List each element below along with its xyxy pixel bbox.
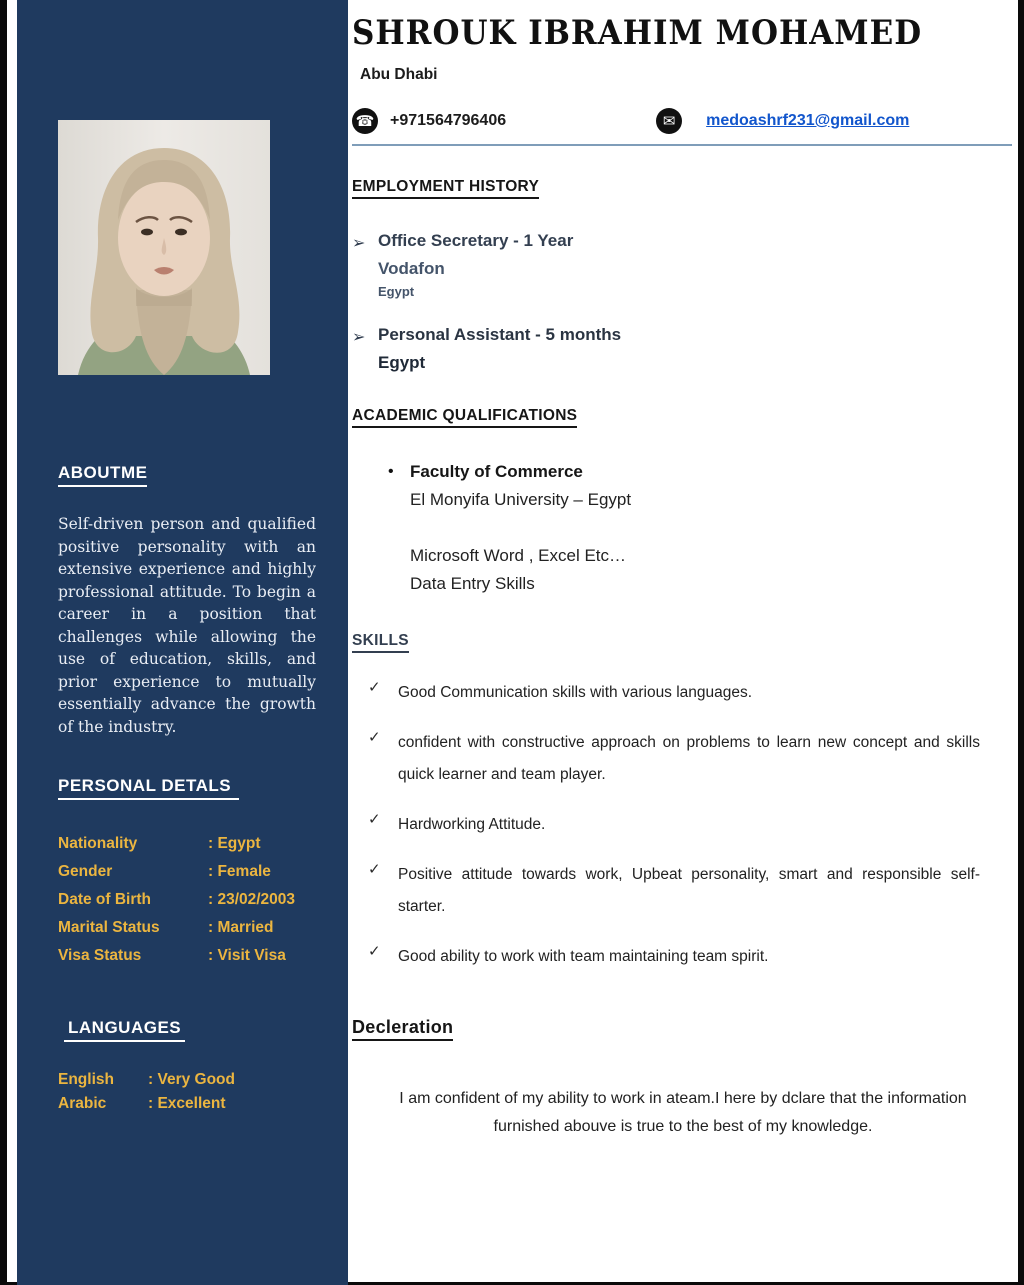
skill-text: Good ability to work with team maintaining team spirit.	[398, 948, 769, 965]
software-skills-line: Microsoft Word , Excel Etc…	[410, 546, 627, 565]
check-bullet-icon: ✓	[368, 729, 381, 746]
job-title: Personal Assistant - 5 months	[378, 325, 622, 344]
about-heading: ABOUTME	[58, 463, 147, 487]
academic-heading: ACADEMIC QUALIFICATIONS	[352, 407, 577, 428]
detail-row	[58, 914, 316, 942]
detail-row	[58, 942, 316, 970]
skill-item	[352, 677, 1014, 709]
main-column	[352, 0, 1014, 1285]
detail-row	[58, 830, 316, 858]
language-value: : Excellent	[148, 1095, 226, 1112]
language-row	[58, 1068, 316, 1092]
languages-heading: LANGUAGES	[64, 1018, 185, 1042]
job-location: Egypt	[378, 284, 415, 299]
degree-title: Faculty of Commerce	[410, 462, 583, 481]
skills-list	[352, 677, 1014, 973]
skill-item	[352, 727, 1014, 791]
personal-details-rows	[58, 830, 316, 970]
personal-details-section	[58, 776, 316, 800]
job-company: Vodafon	[378, 259, 445, 278]
language-label: English	[58, 1071, 114, 1088]
skill-text: confident with constructive approach on problems to learn new concept and skills quick learner and team player.	[398, 734, 980, 783]
detail-label: Visa Status	[58, 947, 142, 964]
header-divider	[352, 144, 1012, 146]
about-section	[58, 463, 316, 487]
email-group	[656, 108, 909, 134]
detail-label: Nationality	[58, 835, 138, 852]
declaration-text: I am confident of my ability to work in ateam.I here by dclare that the information furnished abouve is true to the best of my knowledge.	[399, 1090, 967, 1135]
skills-section	[352, 594, 1014, 653]
phone-number: +971564796406	[390, 112, 507, 129]
languages-rows	[58, 1068, 316, 1116]
check-bullet-icon: ✓	[368, 811, 381, 828]
job-location: Egypt	[378, 353, 426, 372]
profile-photo	[58, 120, 270, 375]
language-value: : Very Good	[148, 1071, 235, 1088]
detail-value: : Married	[208, 919, 274, 936]
arrow-bullet-icon: ➢	[352, 235, 366, 252]
candidate-name: SHROUK IBRAHIM MOHAMED	[352, 14, 923, 53]
university-name: El Monyifa University – Egypt	[410, 490, 632, 509]
sidebar	[17, 0, 348, 1285]
phone-icon: ☎	[352, 108, 378, 134]
detail-row	[58, 886, 316, 914]
right-black-edge	[1018, 0, 1024, 1285]
detail-row	[58, 858, 316, 886]
skill-item	[352, 941, 1014, 973]
language-row	[58, 1092, 316, 1116]
skill-item	[352, 859, 1014, 923]
portrait-illustration	[58, 120, 270, 375]
skills-heading: SKILLS	[352, 632, 409, 653]
declaration-heading: Decleration	[352, 1017, 453, 1041]
declaration-section	[352, 973, 1014, 1041]
dot-bullet-icon: •	[388, 463, 394, 480]
left-black-edge	[0, 0, 7, 1285]
employment-section	[352, 178, 1014, 199]
language-label: Arabic	[58, 1095, 107, 1112]
about-text: Self-driven person and qualified positive personality with an extensive experience and highly professional attitude. To begin a career in a position that challenges while allowing the use of education, skills, and prior experience to mutually essentially advance the growth of the industry.	[58, 515, 316, 736]
data-entry-line: Data Entry Skills	[410, 574, 535, 593]
detail-value: : Egypt	[208, 835, 261, 852]
job-title: Office Secretary - 1 Year	[378, 231, 574, 250]
skill-text: Hardworking Attitude.	[398, 816, 546, 833]
skill-text: Positive attitude towards work, Upbeat personality, smart and responsible self-starter.	[398, 866, 980, 915]
skill-text: Good Communication skills with various languages.	[398, 684, 753, 701]
employment-item	[352, 231, 1014, 299]
academic-item	[352, 462, 1014, 482]
envelope-icon: ✉	[656, 108, 682, 134]
detail-value: : Visit Visa	[208, 947, 286, 964]
academic-section	[352, 407, 1014, 428]
employment-item	[352, 325, 1014, 373]
check-bullet-icon: ✓	[368, 943, 381, 960]
contact-row	[352, 108, 1014, 134]
employment-heading: EMPLOYMENT HISTORY	[352, 178, 539, 199]
check-bullet-icon: ✓	[368, 679, 381, 696]
detail-value: : Female	[208, 863, 271, 880]
skill-item	[352, 809, 1014, 841]
personal-details-heading: PERSONAL DETALS	[58, 776, 239, 800]
detail-label: Date of Birth	[58, 891, 151, 908]
detail-value: : 23/02/2003	[208, 891, 296, 908]
detail-label: Gender	[58, 863, 113, 880]
check-bullet-icon: ✓	[368, 861, 381, 878]
email-link[interactable]: medoashrf231@gmail.com	[706, 112, 910, 129]
detail-label: Marital Status	[58, 919, 160, 936]
arrow-bullet-icon: ➢	[352, 329, 366, 346]
candidate-location: Abu Dhabi	[360, 66, 438, 83]
languages-section	[58, 1018, 316, 1042]
